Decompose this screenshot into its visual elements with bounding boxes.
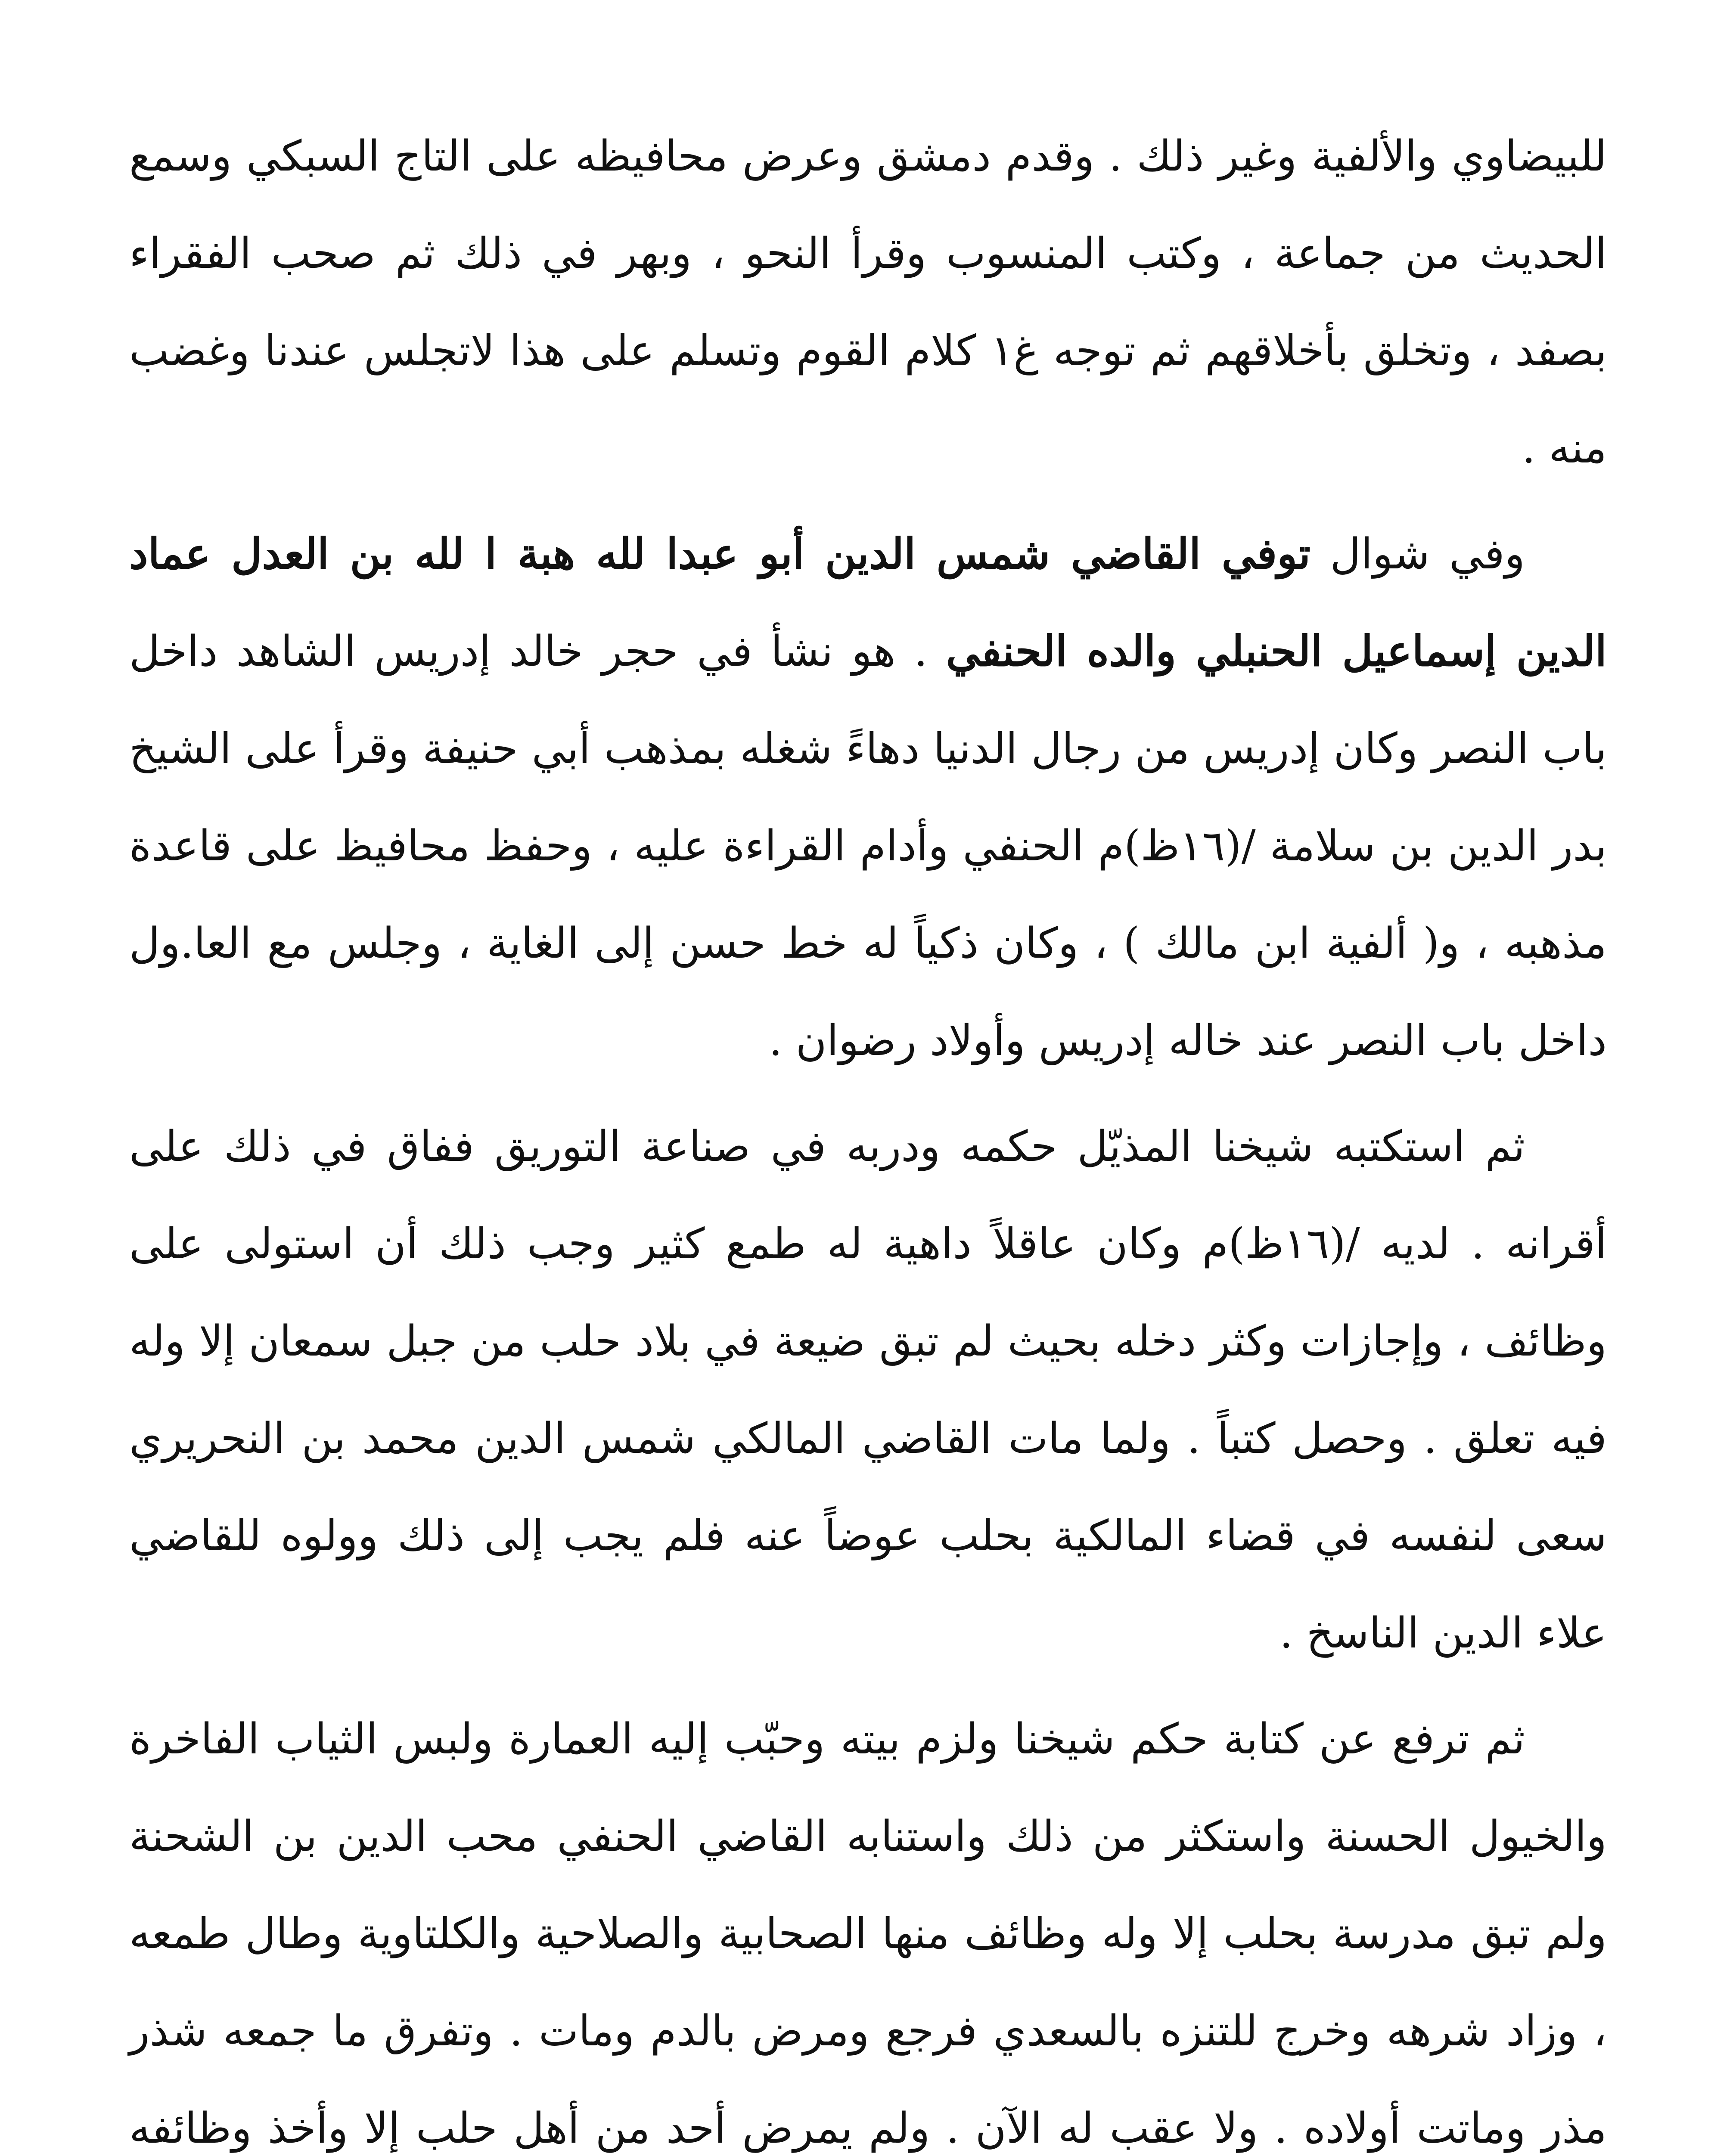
body-text <box>129 108 1607 2153</box>
paragraph-1 <box>129 108 1607 497</box>
paragraph-3-text: ثم استكتبه شيخنا المذيّل حكمه ودربه في صناعة التوريق ففاق في ذلك على أقرانه . لديه /(١٦ظ)م وكان عاقلاً داهية له طمع كثير وجب ذلك أن استولى على وظائف ، وإجازات وكثر دخله بحيث لم تبق ضيعة في بلاد حلب من جبل سمعان إلا وله فيه تعلق . وحصل كتباً . ولما مات القاضي المالكي شمس الدين محمد بن النحريري سعى لنفسه في قضاء المالكية بحلب عوضاً عنه فلم يجب إلى ذلك وولوه للقاضي علاء الدين الناسخ . <box>129 1122 1607 1658</box>
paragraph-2 <box>129 506 1607 1089</box>
paragraph-1-text: للبيضاوي والألفية وغير ذلك . وقدم دمشق وعرض محافيظه على التاج السبكي وسمع الحديث من جماعة ، وكتب المنسوب وقرأ النحو ، وبهر في ذلك ثم صحب الفقراء بصفد ، وتخلق بأخلاقهم ثم توجه غ١ كلام القوم وتسلم على هذا لاتجلس عندنا وغضب منه . <box>129 132 1607 473</box>
paragraph-2-bold-name: توفي القاضي شمس الدين أبو عبدا لله هبة ا لله بن العدل عماد الدين إسماعيل الحنبلي والده الحنفي <box>129 529 1607 676</box>
paragraph-2-text: . هو نشأ في حجر خالد إدريس الشاهد داخل باب النصر وكان إدريس من رجال الدنيا دهاءً شغله بمذهب أبي حنيفة وقرأ على الشيخ بدر الدين بن سلامة /(١٦ظ)م الحنفي وأدام القراءة عليه ، وحفظ محافيظ على قاعدة مذهبه ، و( ألفية ابن مالك ) ، وكان ذكياً له خط حسن إلى الغاية ، وجلس مع العا.ول داخل باب النصر عند خاله إدريس وأولاد رضوان . <box>129 627 1607 1065</box>
paragraph-4-text: ثم ترفع عن كتابة حكم شيخنا ولزم بيته وحبّب إليه العمارة ولبس الثياب الفاخرة والخيول الحسنة واستكثر من ذلك واستنابه القاضي الحنفي محب الدين بن الشحنة ولم تبق مدرسة بحلب إلا وله وظائف منها الصحابية والصلاحية والكلتاوية وطال طمعه ، وزاد شرهه وخرج للتنزه بالسعدي فرجع ومرض بالدم ومات . وتفرق ما جمعه شذر مذر وماتت أولاده . ولا عقب له الآن . ولم يمرض أحد من أهل حلب إلا وأخذ وظائفه <box>129 1715 1607 2153</box>
paragraph-4 <box>129 1691 1607 2153</box>
paragraph-3 <box>129 1098 1607 1682</box>
paragraph-2-lead: وفي شوال <box>1311 530 1525 579</box>
